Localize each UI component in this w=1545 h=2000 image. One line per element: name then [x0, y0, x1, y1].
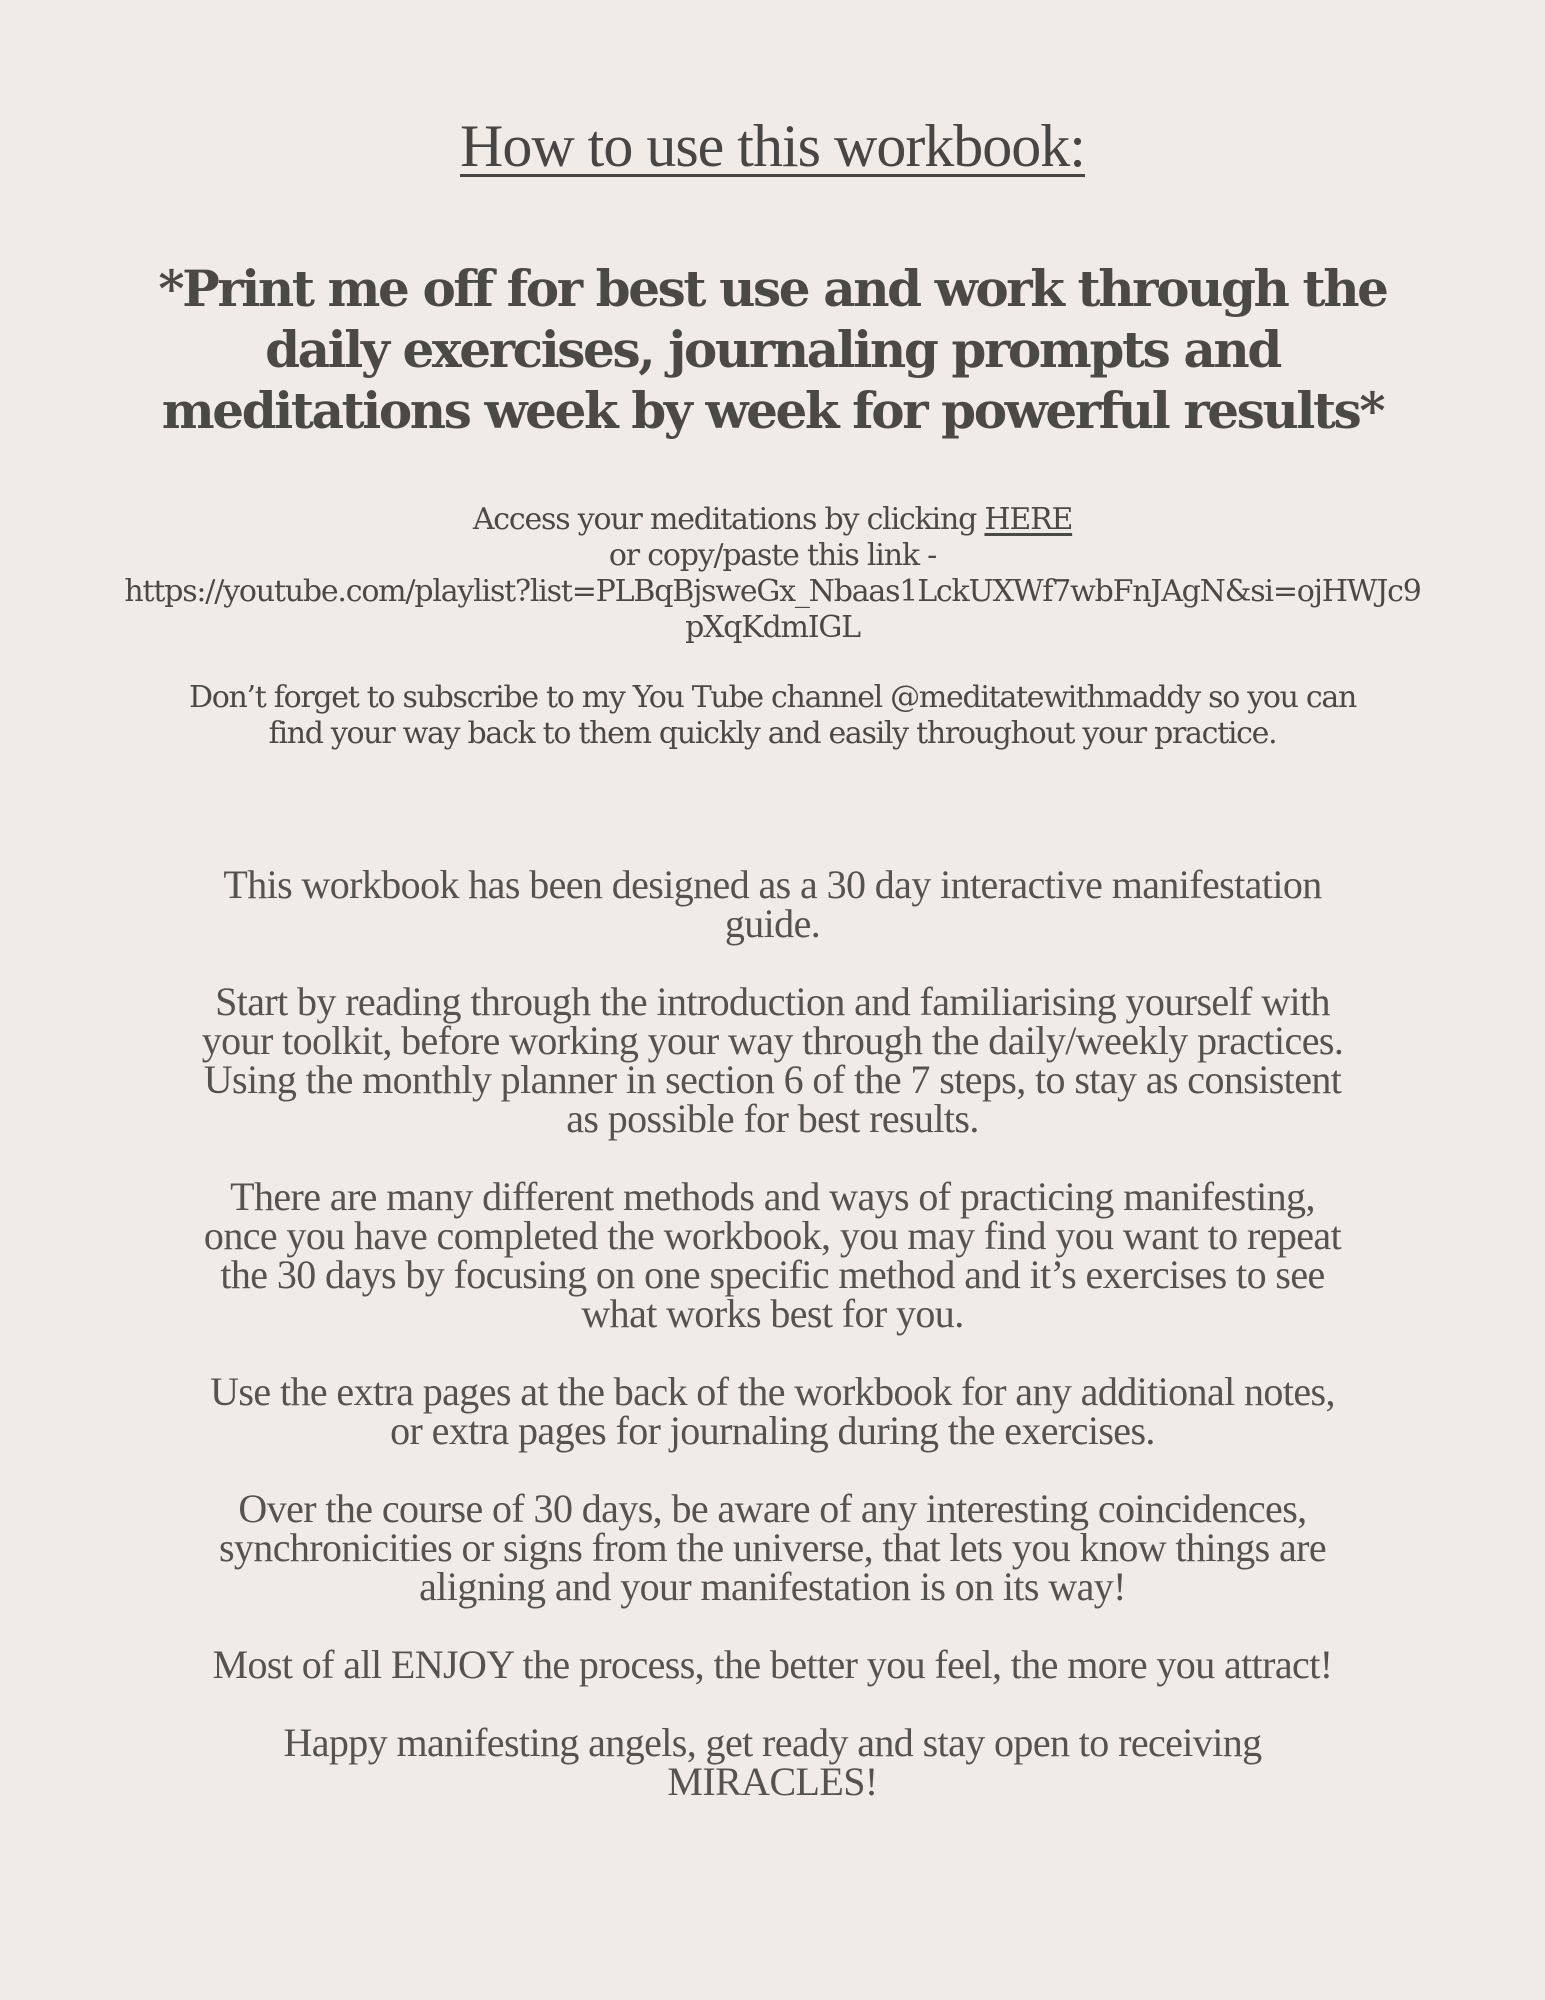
paragraph-extra-pages: Use the extra pages at the back of the workbook for any additional notes, or extra pages for journaling during the exercises. — [210, 1369, 1335, 1453]
paragraph-start-text: Start by reading through the introduction and familiarising yourself with your toolkit, before working your way through the daily/weekly practices. — [201, 979, 1344, 1063]
copy-paste-text: or copy/paste this link - — [608, 538, 937, 573]
playlist-url[interactable]: https://youtube.com/playlist?list=PLBqBjsweGx_Nbaas1LckUXWf7wbFnJAgN&si=ojHWJc9pXqKdmIGL — [124, 574, 1421, 645]
paragraph-signs: Over the course of 30 days, be aware of any interesting coincidences, synchronicities or signs from the universe, that lets you know things are aligning and your manifestation is on its way! — [218, 1486, 1327, 1609]
paragraph-start — [190, 979, 1355, 1141]
paragraph-planner-text: Using the monthly planner in section 6 of the 7 steps, to stay as consistent as possible for best results. — [203, 1057, 1342, 1141]
paragraph-methods: There are many different methods and ways of practicing manifesting, once you have completed the workbook, you may find you want to repeat the 30 days by focusing on one specific method and it’s exercises to see what works best for you. — [203, 1174, 1342, 1336]
meditation-access — [120, 502, 1425, 646]
subscribe-note: Don’t forget to subscribe to my You Tube channel @meditatewithmaddy so you can find your way back to them quickly and easily throughout your practice. — [189, 680, 1356, 751]
paragraph-intro: This workbook has been designed as a 30 day interactive manifestation guide. — [223, 862, 1322, 946]
paragraph-enjoy: Most of all ENJOY the process, the better you feel, the more you attract! — [212, 1642, 1333, 1687]
page-title — [0, 110, 1545, 182]
access-intro: Access your meditations by clicking — [472, 502, 985, 537]
paragraph-closing: Happy manifesting angels, get ready and stay open to receiving MIRACLES! — [283, 1720, 1262, 1804]
here-link[interactable]: HERE — [984, 502, 1073, 537]
print-instructions: *Print me off for best use and work through the daily exercises, journaling prompts and meditations week by week for powerful results* — [158, 259, 1387, 440]
page-title-text: How to use this workbook: — [460, 113, 1085, 179]
instructions-body — [190, 862, 1355, 1840]
